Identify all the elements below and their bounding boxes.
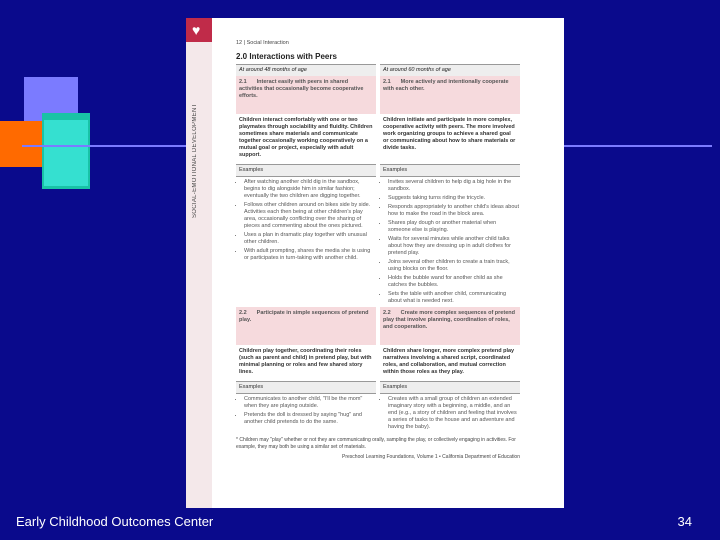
page-footer: Preschool Learning Foundations, Volume 1 • California Department of Education xyxy=(342,454,520,460)
foundation-item xyxy=(380,76,520,114)
example-item: • Suggests taking turns riding the tricycle. xyxy=(388,195,520,202)
item-text: Create more complex sequences of pretend play that involve planning, coordination of roles, and cooperation. xyxy=(383,310,515,330)
example-item: • Creates with a small group of children an extended imaginary story with a beginning, a middle, and an end (e.g., a story of children and feeling that involves a series of tasks to the house and an adventure and having the baby). xyxy=(388,396,520,431)
examples-header: Examples xyxy=(380,381,520,394)
page-sidebar xyxy=(186,18,212,508)
age-label: At around 60 months of age xyxy=(380,64,520,76)
item-description: Children interact comfortably with one or two playmates through sociability and fluidity. Children sometimes share materials and communicate together occasionally working cooperatively on a mutual goal or project, especially with adult support. xyxy=(239,117,373,158)
example-item: • Shares play dough or another material when someone else is playing. xyxy=(388,220,520,234)
age-label: At around 48 months of age xyxy=(236,64,376,76)
item-row xyxy=(236,76,520,114)
page-content xyxy=(236,40,520,461)
description-row xyxy=(236,114,520,162)
examples-list-right xyxy=(380,394,520,433)
slide-number: 34 xyxy=(677,514,692,529)
examples-header: Examples xyxy=(380,164,520,177)
example-item: • Follows other children around on bikes side by side. Activities each then being at other children's play area, occasionally conflicting over the sharing of pieces and commenting about the ones pictured. xyxy=(244,202,376,230)
example-item: • Sets the table with another child, communicating about what is needed next. xyxy=(388,291,520,305)
item-number: 2.1 xyxy=(383,79,391,85)
item-text: Interact easily with peers in shared activities that occasionally become cooperative efforts. xyxy=(239,79,364,99)
item-number: 2.2 xyxy=(239,310,247,316)
decorative-square-teal-inner xyxy=(44,120,88,186)
examples-header-row xyxy=(236,162,520,177)
item-description: Children initiate and participate in more complex, cooperative activity with peers. The more involved work organizing groups to achieve a shared goal or communicating about how to share materials or divide tasks. xyxy=(383,117,516,151)
examples-row xyxy=(236,394,520,433)
example-item: • After watching another child dig in the sandbox, begins to dig alongside him in similar fashion; eventually the two children are digging together. xyxy=(244,179,376,200)
foundation-item xyxy=(236,76,376,114)
item-description: Children play together, coordinating their roles (such as parent and child) in pretend play, but with minimal planning or roles and few shared story lines. xyxy=(239,348,372,375)
item-row xyxy=(236,307,520,345)
item-number: 2.1 xyxy=(239,79,247,85)
heart-icon: ♥ xyxy=(192,22,201,38)
slide-footer-title: Early Childhood Outcomes Center xyxy=(16,514,214,529)
examples-row xyxy=(236,177,520,307)
age-row xyxy=(236,64,520,76)
page-header: 12 | Social Interaction xyxy=(236,40,289,46)
decorative-square-orange xyxy=(0,121,44,167)
example-item: • Pretends the doll is dressed by saying "hug" and another child pretends to do the same. xyxy=(244,412,376,426)
item-number: 2.2 xyxy=(383,310,391,316)
item-description: Children share longer, more complex pretend play narratives involving a shared script, coordinated roles, and collaboration, and mutual correction within those roles as they play. xyxy=(383,348,515,375)
example-item: • With adult prompting, shares the media she is using or participates in turn-taking with another child. xyxy=(244,248,376,262)
examples-header-row xyxy=(236,379,520,394)
foundation-item xyxy=(236,307,376,345)
description-row xyxy=(236,345,520,379)
item-text: Participate in simple sequences of pretend play. xyxy=(239,310,369,323)
example-item: • Communicates to another child, "I'll be the mom" when they are playing outside. xyxy=(244,396,376,410)
examples-list-right xyxy=(380,177,520,307)
sidebar-header xyxy=(186,18,212,42)
document-page xyxy=(186,18,564,508)
example-item: • Invites several children to help dig a big hole in the sandbox. xyxy=(388,179,520,193)
examples-list-left xyxy=(236,394,376,433)
example-item: • Joins several other children to create a train track, using blocks on the floor. xyxy=(388,259,520,273)
example-item: • Holds the bubble wand for another child as she catches the bubbles. xyxy=(388,275,520,289)
foundation-item xyxy=(380,307,520,345)
example-item: • Responds appropriately to another child's ideas about how to make the road in the block area. xyxy=(388,204,520,218)
examples-header: Examples xyxy=(236,381,376,394)
item-text: More actively and intentionally cooperate with each other. xyxy=(383,79,509,92)
example-item: • Waits for several minutes while another child talks about how they are dressing up in adult clothes for pretend play. xyxy=(388,236,520,257)
footnote: * Children may "play" whether or not they are communicating orally, sampling the play, or collectively engaging in activities. For example, they may both be using a similar set of materials. xyxy=(236,437,516,450)
examples-header: Examples xyxy=(236,164,376,177)
examples-list-left xyxy=(236,177,376,307)
example-item: • Uses a plan in dramatic play together with unusual other children. xyxy=(244,232,376,246)
section-title: 2.0 Interactions with Peers xyxy=(236,52,337,61)
sidebar-label: SOCIAL-EMOTIONAL DEVELOPMENT xyxy=(192,103,198,218)
